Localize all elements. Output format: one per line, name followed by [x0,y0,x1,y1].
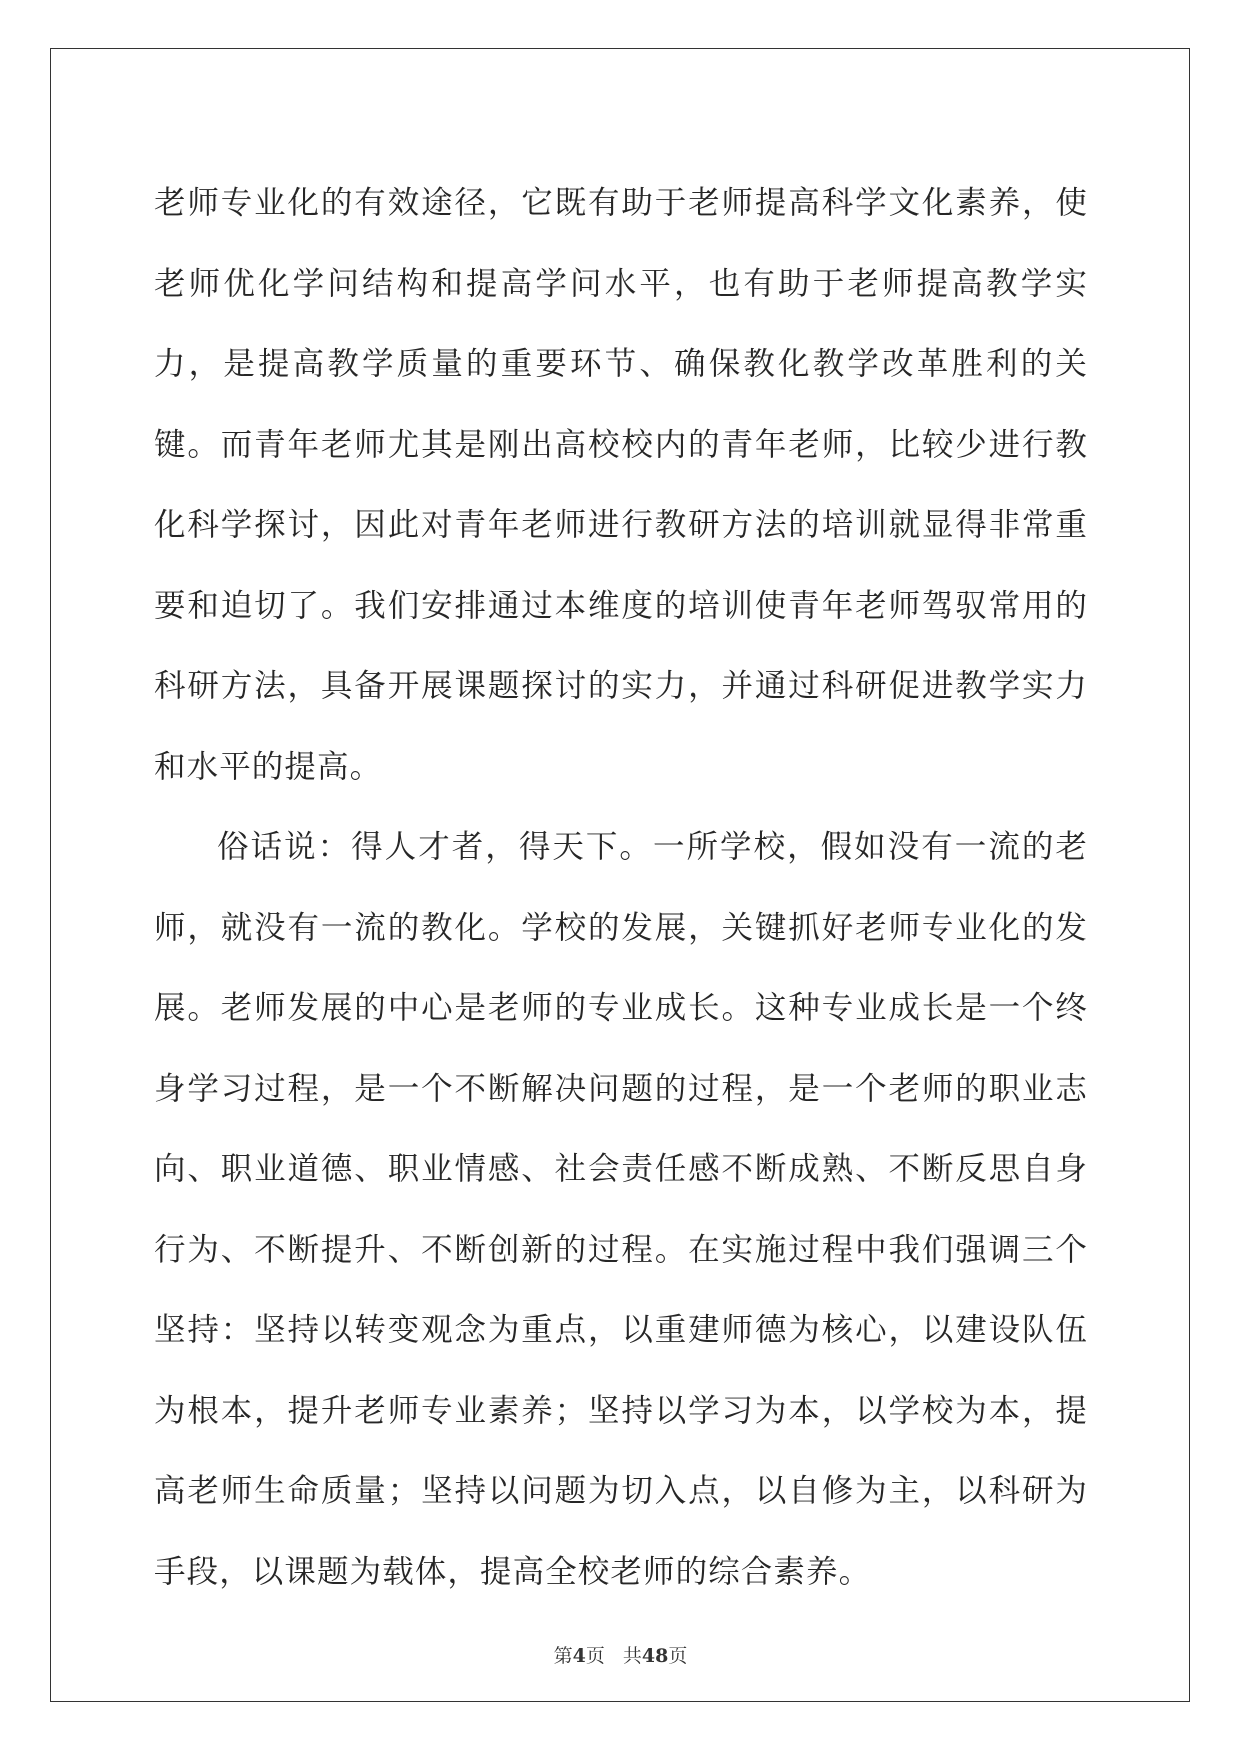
page-prefix: 第 [553,1645,573,1667]
document-body [154,163,1088,1612]
total-pages: 48 [641,1645,669,1667]
page-footer [0,1641,1241,1668]
total-suffix: 页 [668,1645,688,1667]
paragraph-proverb: 俗话说：得人才者，得天下。一所学校，假如没有一流的老师，就没有一流的教化。学校的发展，关键抓好老师专业化的发展。老师发展的中心是老师的专业成长。这种专业成长是一个终身学习过程，是一个不断解决问题的过程，是一个老师的职业志向、职业道德、职业情感、社会责任感不断成熟、不断反思自身行为、不断提升、不断创新的过程。在实施过程中我们强调三个坚持：坚持以转变观念为重点，以重建师德为核心，以建设队伍为根本，提升老师专业素养；坚持以学习为本，以学校为本，提高老师生命质量；坚持以问题为切入点，以自修为主，以科研为手段，以课题为载体，提高全校老师的综合素养。 [154,829,1088,1590]
paragraph-continuation: 老师专业化的有效途径，它既有助于老师提高科学文化素养，使老师优化学问结构和提高学问水平，也有助于老师提高教学实力，是提高教学质量的重要环节、确保教化教学改革胜利的关键。而青年老师尤其是刚出高校校内的青年老师，比较少进行教化科学探讨，因此对青年老师进行教研方法的培训就显得非常重要和迫切了。我们安排通过本维度的培训使青年老师驾驭常用的科研方法，具备开展课题探讨的实力，并通过科研促进教学实力和水平的提高。 [154,185,1088,785]
page-number: 4 [572,1645,586,1667]
total-prefix: 共 [622,1645,642,1667]
page-suffix: 页 [585,1645,605,1667]
